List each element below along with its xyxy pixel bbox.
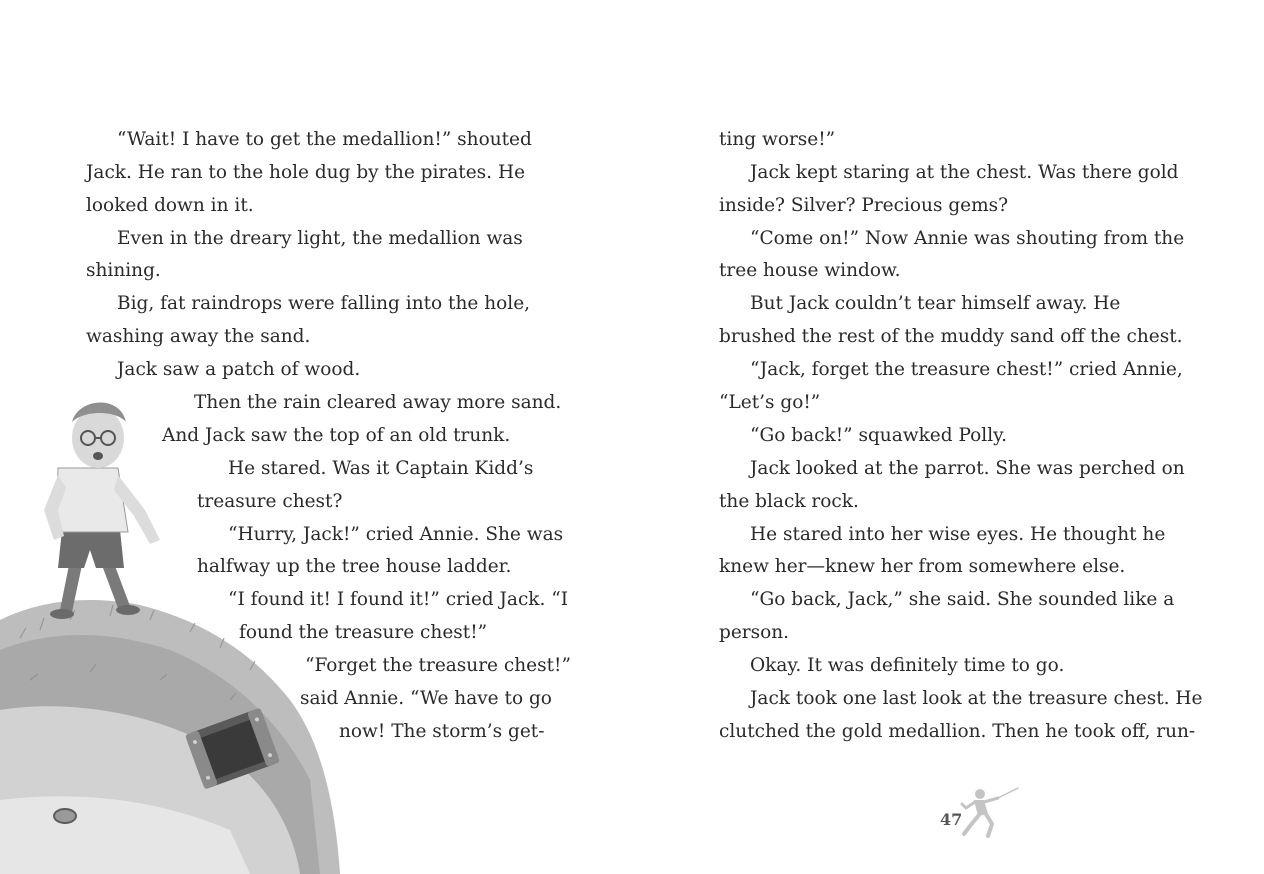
text-line: “I found it! I found it!” cried Jack. “I: [228, 589, 569, 610]
text-line: Jack kept staring at the chest. Was there gold: [750, 162, 1179, 183]
page-number: 47: [940, 810, 963, 829]
text-line: said Annie. “We have to go: [300, 688, 552, 709]
text-line: “Wait! I have to get the medallion!” shouted: [117, 129, 532, 150]
text-line: “Come on!” Now Annie was shouting from the: [750, 228, 1185, 249]
text-line: tree house window.: [719, 260, 901, 281]
text-line: “Let’s go!”: [719, 392, 821, 413]
text-line: “Jack, forget the treasure chest!” cried Annie,: [750, 359, 1183, 380]
text-line: knew her—knew her from somewhere else.: [719, 556, 1126, 577]
text-line: found the treasure chest!”: [239, 622, 488, 643]
text-line: Big, fat raindrops were falling into the hole,: [117, 293, 531, 314]
text-line: But Jack couldn’t tear himself away. He: [750, 293, 1121, 314]
text-line: halfway up the tree house ladder.: [197, 556, 512, 577]
text-line: clutched the gold medallion. Then he took off, run-: [719, 721, 1196, 742]
text-line: Jack. He ran to the hole dug by the pirates. He: [86, 162, 526, 183]
text-line: “Hurry, Jack!” cried Annie. She was: [228, 524, 564, 545]
text-line: Even in the dreary light, the medallion was: [117, 228, 523, 249]
text-line: Okay. It was definitely time to go.: [750, 655, 1065, 676]
text-line: Jack took one last look at the treasure chest. He: [750, 688, 1203, 709]
text-line: He stared. Was it Captain Kidd’s: [228, 458, 534, 479]
text-line: person.: [719, 622, 790, 643]
text-line: Jack saw a patch of wood.: [117, 359, 361, 380]
text-line: washing away the sand.: [86, 326, 311, 347]
text-line: treasure chest?: [197, 491, 343, 512]
right-page: [632, 0, 1264, 874]
text-line: now! The storm’s get-: [339, 721, 545, 742]
text-line: “Go back, Jack,” she said. She sounded like a: [750, 589, 1175, 610]
text-line: He stared into her wise eyes. He thought he: [750, 524, 1166, 545]
text-line: And Jack saw the top of an old trunk.: [162, 425, 511, 446]
text-line: the black rock.: [719, 491, 859, 512]
text-line: ting worse!”: [719, 129, 836, 150]
text-line: shining.: [86, 260, 161, 281]
text-line: brushed the rest of the muddy sand off the chest.: [719, 326, 1183, 347]
text-line: “Forget the treasure chest!”: [305, 655, 571, 676]
text-line: looked down in it.: [86, 195, 254, 216]
text-line: Jack looked at the parrot. She was perched on: [750, 458, 1185, 479]
text-line: inside? Silver? Precious gems?: [719, 195, 1009, 216]
text-line: “Go back!” squawked Polly.: [750, 425, 1008, 446]
text-line: Then the rain cleared away more sand.: [194, 392, 562, 413]
pirate-swordsman-icon: [958, 786, 1022, 840]
